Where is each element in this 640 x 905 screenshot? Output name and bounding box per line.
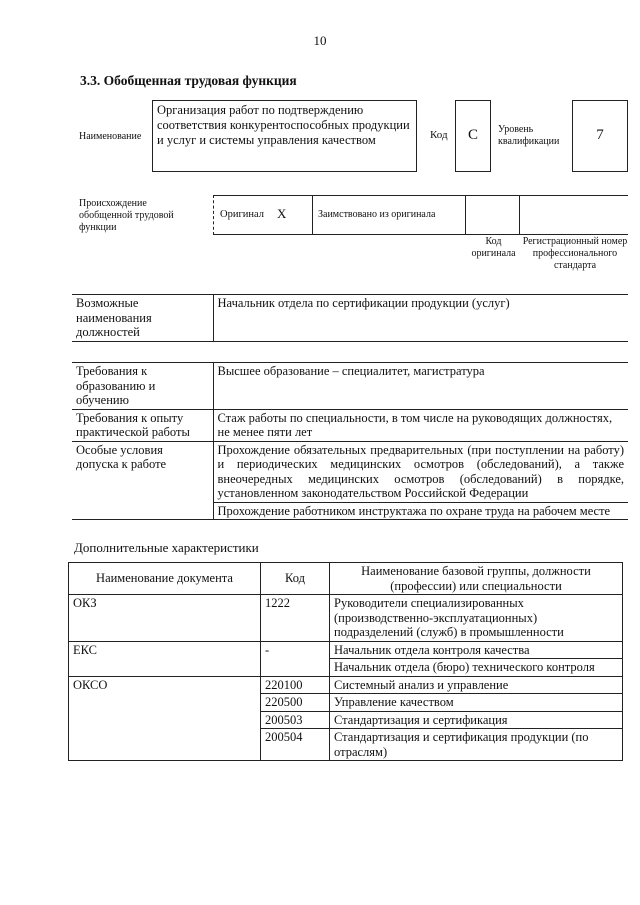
section-title: 3.3. Обобщенная трудовая функция: [80, 73, 297, 88]
okso-doc: ОКСО: [69, 676, 261, 761]
okso-name-4: Стандартизация и сертификация продукции (по отраслям): [330, 729, 623, 761]
additional-title: Дополнительные характеристики: [74, 540, 259, 555]
col-code-header: Код: [261, 563, 330, 595]
registration-caption: Регистрационный номер профессионального стандарта: [522, 236, 628, 271]
okso-code-2: 220500: [261, 694, 330, 712]
col-name-header: Наименование базовой группы, должности (профессии) или специальности: [330, 563, 623, 595]
name-value: Организация работ по подтверждению соответствия конкурентоспособных продукции и услуг и системы управления качеством: [157, 103, 410, 147]
origin-label: Происхождение обобщенной трудовой функции: [79, 198, 174, 233]
level-label: Уровень квалификации: [498, 124, 560, 147]
additional-table: [68, 562, 623, 761]
okz-doc: ОКЗ: [69, 595, 261, 642]
education-value: Высшее образование – специалитет, магистратура: [213, 363, 628, 410]
education-label: Требования к образованию и обучению: [72, 363, 213, 410]
okso-code-1: 220100: [261, 676, 330, 694]
page-number: 10: [313, 33, 327, 48]
okso-name-3: Стандартизация и сертификация: [330, 711, 623, 729]
eks-name-2: Начальник отдела (бюро) технического контроля: [330, 659, 623, 677]
okso-code-4: 200504: [261, 729, 330, 761]
okz-code: 1222: [261, 595, 330, 642]
eks-name-1: Начальник отдела контроля качества: [330, 641, 623, 659]
code-value: C: [467, 127, 478, 143]
positions-label: Возможные наименования должностей: [72, 295, 213, 342]
special-conditions-label: Особые условия допуска к работе: [72, 441, 213, 520]
borrowed-label: Заимствовано из оригинала: [318, 209, 436, 220]
name-label: Наименование: [79, 131, 142, 142]
okso-name-2: Управление качеством: [330, 694, 623, 712]
safety-instruction-value: Прохождение работником инструктажа по охране труда на рабочем месте: [213, 502, 628, 520]
experience-label: Требования к опыту практической работы: [72, 409, 213, 441]
okz-name: Руководители специализированных (производственно-эксплуатационных) подразделений (служб) в промышленности: [330, 595, 623, 642]
eks-doc: ЕКС: [69, 641, 261, 676]
okso-name-1: Системный анализ и управление: [330, 676, 623, 694]
positions-table: [72, 294, 628, 342]
origin-box: [213, 195, 628, 235]
eks-code: -: [261, 641, 330, 676]
col-document-header: Наименование документа: [69, 563, 261, 595]
original-mark: X: [277, 206, 287, 221]
name-box: [152, 100, 417, 172]
level-box: [572, 100, 628, 172]
requirements-table: [72, 362, 628, 520]
medical-exam-value: Прохождение обязательных предварительных (при поступлении на работу) и периодических медицинских осмотров (обследований), а также внеочередных медицинских осмотров (обследований) в порядке, установленном законодательством Российской Федерации: [213, 441, 628, 502]
code-box: [455, 100, 491, 172]
original-code-caption: Код оригинала: [471, 236, 516, 259]
experience-value: Стаж работы по специальности, в том числе на руководящих должностях, не менее пяти лет: [213, 409, 628, 441]
level-value: 7: [596, 127, 604, 143]
okso-code-3: 200503: [261, 711, 330, 729]
original-label: Оригинал: [220, 209, 264, 220]
positions-value: Начальник отдела по сертификации продукции (услуг): [213, 295, 628, 342]
code-label: Код: [430, 129, 448, 141]
